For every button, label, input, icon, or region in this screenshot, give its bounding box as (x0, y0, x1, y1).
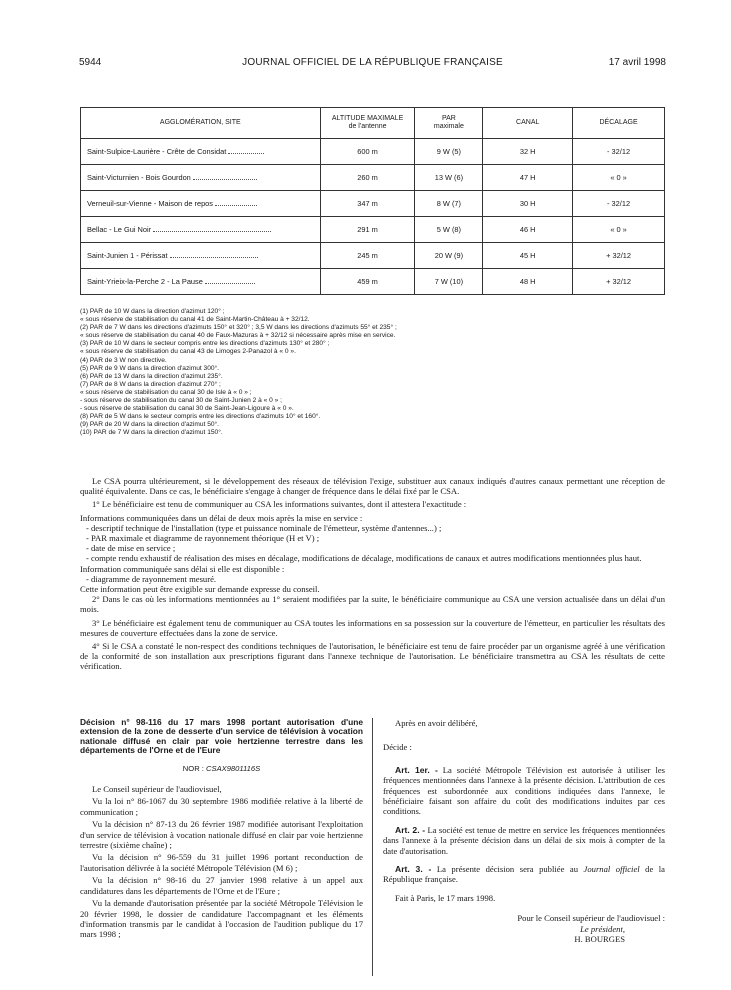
altitude-cell: 347 m (320, 191, 415, 217)
decalage-cell: « 0 » (573, 165, 665, 191)
altitude-cell: 260 m (320, 165, 415, 191)
footnote: « sous réserve de stabilisation du canal 41 de Saint-Martin-Château à + 32/12. (80, 316, 310, 324)
site-cell: Bellac - Le Gui Noir (81, 217, 321, 243)
altitude-cell: 291 m (320, 217, 415, 243)
list-item: - diagramme de rayonnement mesuré. (86, 573, 217, 584)
article-1: Art. 1er. - La société Métropole Télévision est autorisée à utiliser les fréquences mentionnées dans l'annexe à la présente décision. L'attribution de ces fréquences est subordonnée aux conditions indiquées dans l'annexe, le bénéficiaire faisant son affaire du coût des modifications induites par ces conditions. (383, 764, 665, 817)
fait-a-paris: Fait à Paris, le 17 mars 1998. (395, 892, 496, 903)
header-decalage: DÉCALAGE (573, 108, 665, 139)
decalage-cell: - 32/12 (573, 191, 665, 217)
signature-title: Le président, (580, 923, 625, 934)
table-row (81, 139, 665, 165)
issue-date: 17 avril 1998 (608, 57, 666, 68)
canal-cell: 46 H (483, 217, 573, 243)
paragraph: Le CSA pourra ultérieurement, si le développement des réseaux de télévision l'exige, substituer aux canaux indiqués d'autres canaux permettant une réception de qualité équivalente. Dans ce cas, le bénéficiaire s'engage à changer de fréquence dans le délai fixé par le CSA. (80, 476, 665, 497)
paragraph: 2° Dans le cas où les informations mentionnées au 1° seraient modifiées par la suite, le bénéficiaire communique au CSA une version actualisée dans un délai d'un mois. (80, 594, 665, 615)
footnote: (3) PAR de 10 W dans le secteur compris entre les directions d'azimuts 130° et 280° ; (80, 340, 330, 348)
decision-title: Décision n° 98-116 du 17 mars 1998 portant autorisation d'une extension de la zone de desserte d'un service de télévision à vocation nationale diffusé en clair par voie hertzienne terrestre dans les départements de l'Orne et de l'Eure (80, 717, 363, 756)
article-3: Art. 3. - La présente décision sera publiée au Journal officiel de la République française. (383, 864, 665, 885)
paragraph: Cette information peut être exigible sur demande expresse du conseil. (80, 584, 320, 595)
paragraph: Informations communiquées dans un délai de deux mois après la mise en service : (80, 512, 363, 523)
header-site: AGGLOMÉRATION, SITE (81, 108, 321, 139)
list-item: - PAR maximale et diagramme de rayonnement théorique (H et V) ; (86, 533, 320, 544)
canal-cell: 45 H (483, 243, 573, 269)
table-row (81, 269, 665, 295)
header-altitude: ALTITUDE MAXIMALE de l'antenne (320, 108, 415, 139)
par-cell: 7 W (10) (415, 269, 483, 295)
canal-cell: 32 H (483, 139, 573, 165)
footnote: - sous réserve de stabilisation du canal 30 de Saint-Jean-Ligoure à « 0 ». (80, 405, 294, 413)
header-par: PAR maximale (415, 108, 483, 139)
page-header (79, 57, 666, 71)
paragraph: Information communiquée sans délai si elle est disponible : (80, 563, 285, 574)
decalage-cell: « 0 » (573, 217, 665, 243)
footnote: « sous réserve de stabilisation du canal 40 de Faux-Mazuras à + 32/12 si nécessaire après mise en service. (80, 332, 396, 340)
footnote: « sous réserve de stabilisation du canal 43 de Limoges 2-Panazol à « 0 ». (80, 348, 296, 356)
canal-cell: 30 H (483, 191, 573, 217)
table-row (81, 243, 665, 269)
par-cell: 9 W (5) (415, 139, 483, 165)
header-canal: CANAL (483, 108, 573, 139)
decision-right-column (383, 718, 665, 945)
paragraph: Vu la loi n° 86-1067 du 30 septembre 1986 modifiée relative à la liberté de communication ; (80, 796, 363, 817)
decision-left-column (80, 718, 363, 942)
list-item: - descriptif technique de l'installation (type et puissance nominale de l'émetteur, système d'antennes...) ; (86, 522, 442, 533)
site-cell: Saint-Yrieix-la-Perche 2 - La Pause (81, 269, 321, 295)
signature-block (383, 913, 665, 944)
table-row (81, 191, 665, 217)
footnote: (2) PAR de 7 W dans les directions d'azimuts 150° et 320° ; 3,5 W dans les directions d'azimuts 55° et 235° ; (80, 324, 397, 332)
footnote: (6) PAR de 13 W dans la direction d'azimut 235°. (80, 372, 223, 380)
list-item: - date de mise en service ; (86, 543, 176, 554)
annex-body-text (80, 476, 665, 675)
signature-line: Pour le Conseil supérieur de l'audiovisuel : (517, 913, 665, 924)
paragraph: Vu la décision n° 98-16 du 27 janvier 1998 relative à un appel aux candidatures dans les départements de l'Orne et de l'Eure ; (80, 875, 363, 896)
paragraph: Le Conseil supérieur de l'audiovisuel, (92, 784, 222, 795)
decalage-cell: + 32/12 (573, 269, 665, 295)
table-footnotes (80, 308, 665, 438)
article-2: Art. 2. - La société est tenue de mettre en service les fréquences mentionnées dans l'annexe à la présente décision dans un délai de six mois à compter de la date d'autorisation. (383, 824, 665, 856)
footnote: (9) PAR de 20 W dans la direction d'azimut 50°. (80, 421, 220, 429)
table-row (81, 165, 665, 191)
footnote: (8) PAR de 5 W dans le secteur compris entre les directions d'azimuts 10° et 160°. (80, 413, 321, 421)
paragraph: Vu la décision n° 87-13 du 26 février 1987 modifiée autorisant l'exploitation d'un service de télévision à vocation nationale diffusé en clair par voie hertzienne terrestre (sixième chaîne) ; (80, 819, 363, 851)
nor-reference: NOR : CSAX9801116S (182, 763, 261, 773)
paragraph: Après en avoir délibéré, (395, 718, 478, 728)
canal-cell: 48 H (483, 269, 573, 295)
paragraph: 1° Le bénéficiaire est tenu de communiquer au CSA les informations suivantes, dont il attestera l'exactitude : (92, 499, 467, 510)
canal-cell: 47 H (483, 165, 573, 191)
journal-title: JOURNAL OFFICIEL DE LA RÉPUBLIQUE FRANÇAISE (242, 57, 503, 68)
par-cell: 8 W (7) (415, 191, 483, 217)
footnote: (4) PAR de 3 W non directive. (80, 356, 167, 364)
site-cell: Verneuil-sur-Vienne - Maison de repos (81, 191, 321, 217)
column-divider (372, 718, 373, 976)
signature-name: H. BOURGES (574, 934, 625, 945)
paragraph: Vu la demande d'autorisation présentée par la société Métropole Télévision le 20 février 1998, le dossier de candidature l'accompagnant et les éléments d'information transmis par le candidat à l'occasion de l'audition publique du 17 mars 1998 ; (80, 898, 363, 940)
paragraph: 3° Le bénéficiaire est également tenu de communiquer au CSA toutes les informations en sa possession sur la couverture de l'émetteur, en particulier les résultats des mesures de couverture effectuées dans la zone de service. (80, 617, 665, 638)
footnote: (5) PAR de 9 W dans la direction d'azimut 300°. (80, 364, 220, 372)
par-cell: 20 W (9) (415, 243, 483, 269)
altitude-cell: 600 m (320, 139, 415, 165)
footnote: (10) PAR de 7 W dans la direction d'azimut 150°. (80, 429, 223, 437)
par-cell: 13 W (6) (415, 165, 483, 191)
decide-heading: Décide : (383, 742, 412, 753)
footnote: - sous réserve de stabilisation du canal 30 de Saint-Junien 2 à « 0 » ; (80, 397, 282, 405)
footnote: (1) PAR de 10 W dans la direction d'azimut 120° ; (80, 308, 225, 315)
paragraph: 4° Si le CSA a constaté le non-respect des conditions techniques de l'autorisation, le bénéficiaire est tenu de faire procéder par un organisme agréé à une vérification de la conformité de son installation aux prescriptions figurant dans l'annexe technique de l'autorisation. Le bénéficiaire transmettra au CSA les résultats de cette vérification. (80, 641, 665, 672)
table-header-row (81, 108, 665, 139)
site-cell: Saint-Junien 1 - Périssat (81, 243, 321, 269)
paragraph: Vu la décision n° 96-559 du 31 juillet 1996 portant reconduction de l'autorisation délivrée à la société Métropole Télévision (M 6) ; (80, 852, 363, 873)
list-item: - compte rendu exhaustif de réalisation des mises en décalage, modifications de décalage, modifications de canaux et autres modifications mentionnées plus haut. (86, 553, 642, 564)
decalage-cell: + 32/12 (573, 243, 665, 269)
footnote: (7) PAR de 8 W dans la direction d'azimut 270° ; (80, 380, 221, 388)
par-cell: 5 W (8) (415, 217, 483, 243)
site-cell: Saint-Victurnien - Bois Gourdon (81, 165, 321, 191)
page-number: 5944 (79, 57, 102, 68)
altitude-cell: 459 m (320, 269, 415, 295)
site-cell: Saint-Sulpice-Laurière - Crête de Considat (81, 139, 321, 165)
decalage-cell: - 32/12 (573, 139, 665, 165)
table-row (81, 217, 665, 243)
altitude-cell: 245 m (320, 243, 415, 269)
frequency-table (80, 107, 665, 295)
footnote: « sous réserve de stabilisation du canal 30 de Isle à « 0 » ; (80, 388, 252, 396)
